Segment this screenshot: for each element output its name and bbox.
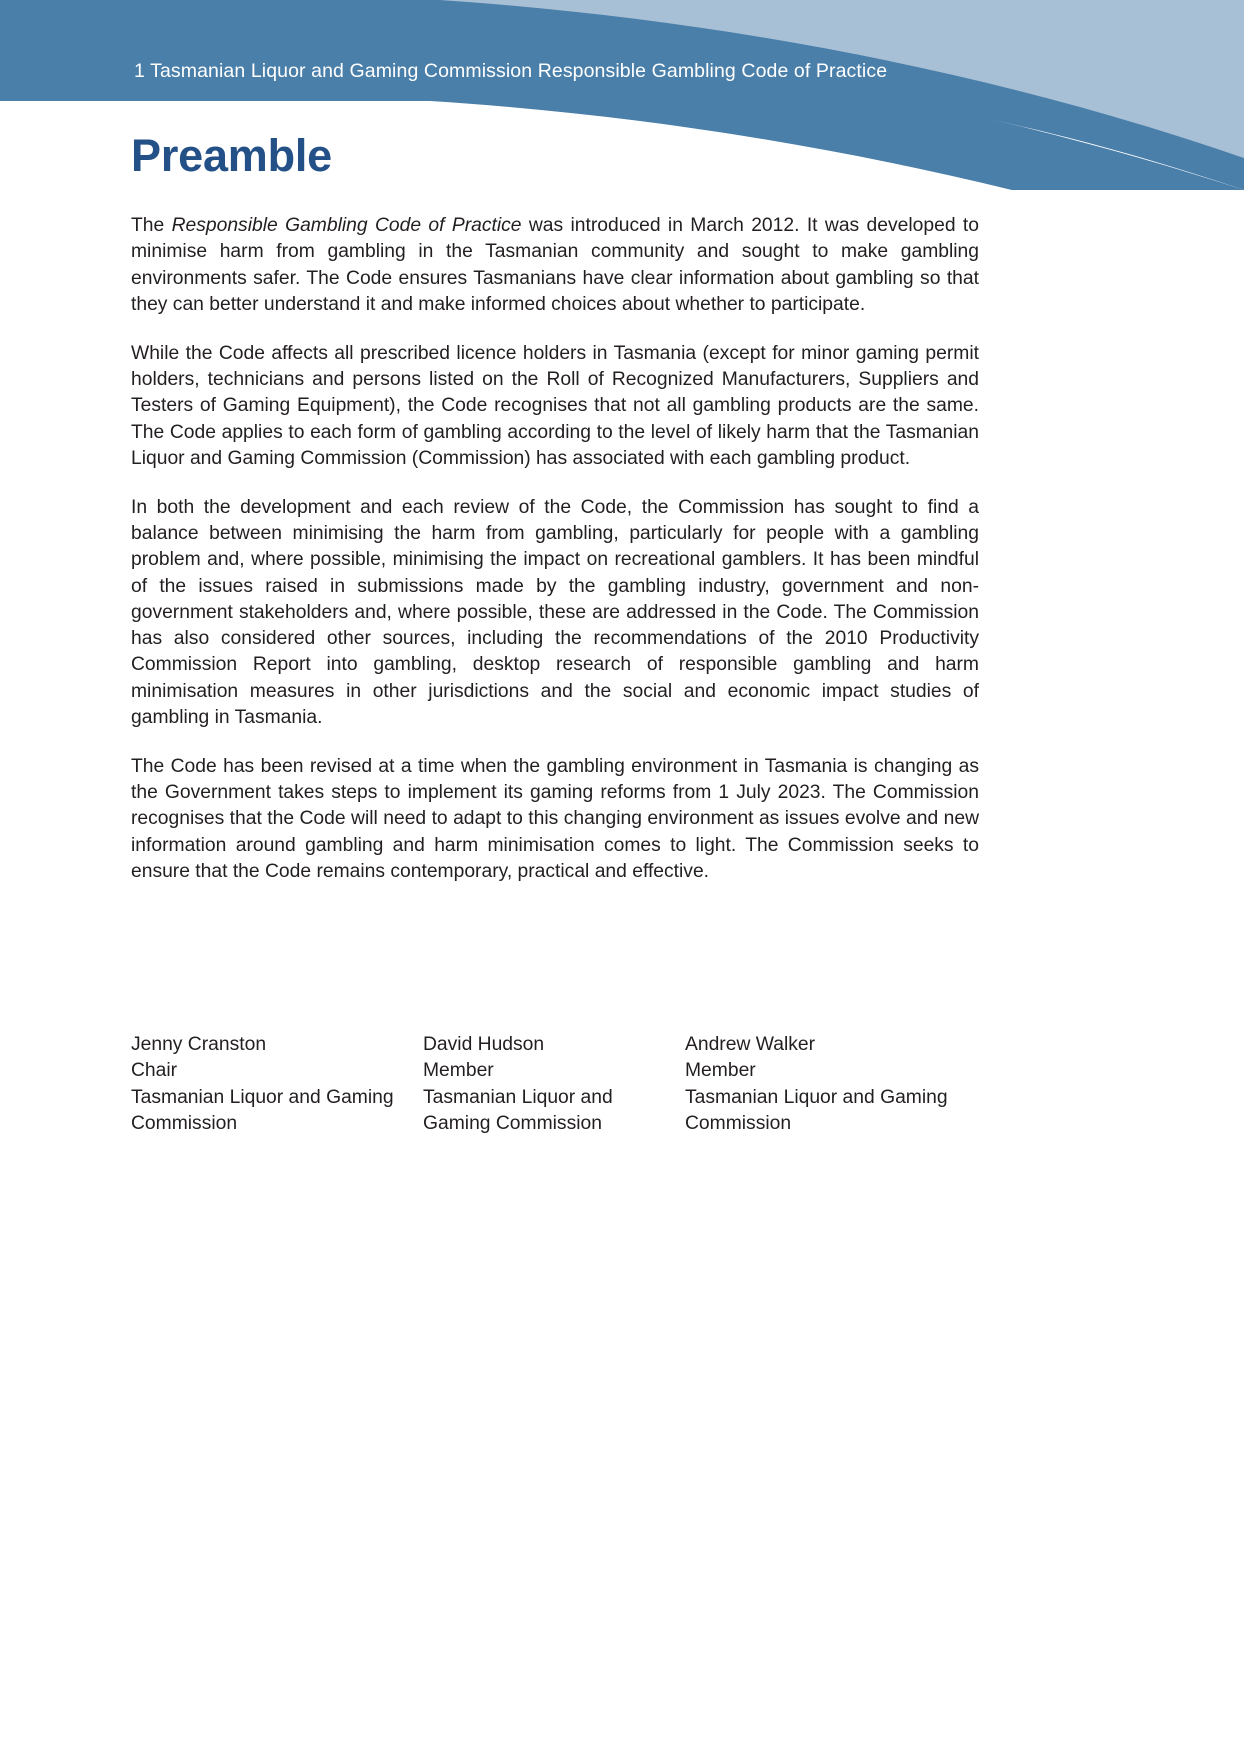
signatory-column-3 (685, 1032, 985, 1138)
signatory-2-role: Member (423, 1060, 494, 1082)
signatory-2-name: David Hudson (423, 1034, 545, 1055)
paragraph-4-seg-1: The Code has been revised at a time when the gambling environment in Tasmania is changing as the Government takes steps to implement its gaming reforms from 1 July 2023. The Commission recognises that the Code will need to adapt to this changing environment as issues evolve and new information around gambling and harm minimisation comes to light. The Commission seeks to ensure that the Code remains contemporary, practical and effective. (131, 755, 979, 882)
signatory-3-role: Member (685, 1060, 756, 1082)
page-title: Preamble (131, 130, 333, 181)
signatory-3-org-line-2: Commission (685, 1113, 792, 1135)
paragraph-1-seg-2-italic: Responsible Gambling Code of Practice (171, 215, 522, 237)
signatory-column-2 (423, 1032, 685, 1138)
paragraph-3 (131, 495, 979, 731)
signatory-1-name: Jenny Cranston (131, 1034, 267, 1055)
signatory-2-org-line-1: Tasmanian Liquor and (423, 1086, 613, 1108)
signatory-block (131, 1032, 991, 1138)
signatory-3-name: Andrew Walker (685, 1034, 816, 1055)
signatory-1-role: Chair (131, 1060, 178, 1082)
paragraph-1-seg-3: was introduced in March 2012. It was developed to minimise harm from gambling in the Tasmanian community and sought to make gambling environments safer. The Code ensures Tasmanians have clear information about gambling so that they can better understand it and make informed choices about whether to participate. (131, 215, 979, 315)
signatory-2-org-line-2: Gaming Commission (423, 1113, 602, 1135)
paragraph-1-seg-1: The (131, 215, 172, 237)
signatory-1-org-line-1: Tasmanian Liquor and Gaming (131, 1086, 394, 1108)
signatory-3-org-line-1: Tasmanian Liquor and Gaming (685, 1086, 948, 1108)
paragraph-2-seg-1: While the Code affects all prescribed licence holders in Tasmania (except for minor gaming permit holders, technicians and persons listed on the Roll of Recognized Manufacturers, Suppliers and Testers of Gaming Equipment), the Code recognises that not all gambling products are the same. The Code applies to each form of gambling according to the level of likely harm that the Tasmanian Liquor and Gaming Commission (Commission) has associated with each gambling product. (131, 343, 979, 469)
signatory-column-1 (131, 1032, 423, 1138)
signatory-1-org-line-2: Commission (131, 1113, 238, 1135)
header-title: 1 Tasmanian Liquor and Gaming Commission Responsible Gambling Code of Practice (134, 60, 888, 82)
paragraph-1 (131, 213, 979, 318)
paragraph-4 (131, 754, 979, 885)
paragraph-3-seg-1: In both the development and each review of the Code, the Commission has sought to find a balance between minimising the harm from gambling, particularly for people with a gambling problem and, where possible, minimising the impact on recreational gamblers. It has been mindful of the issues raised in submissions made by the gambling industry, government and non-government stakeholders and, where possible, these are addressed in the Code. The Commission has also considered other sources, including the recommendations of the 2010 Productivity Commission Report into gambling, desktop research of responsible gambling and harm minimisation measures in other jurisdictions and the social and economic impact studies of gambling in Tasmania. (131, 497, 979, 728)
paragraph-2 (131, 341, 979, 472)
content-column (131, 132, 979, 908)
